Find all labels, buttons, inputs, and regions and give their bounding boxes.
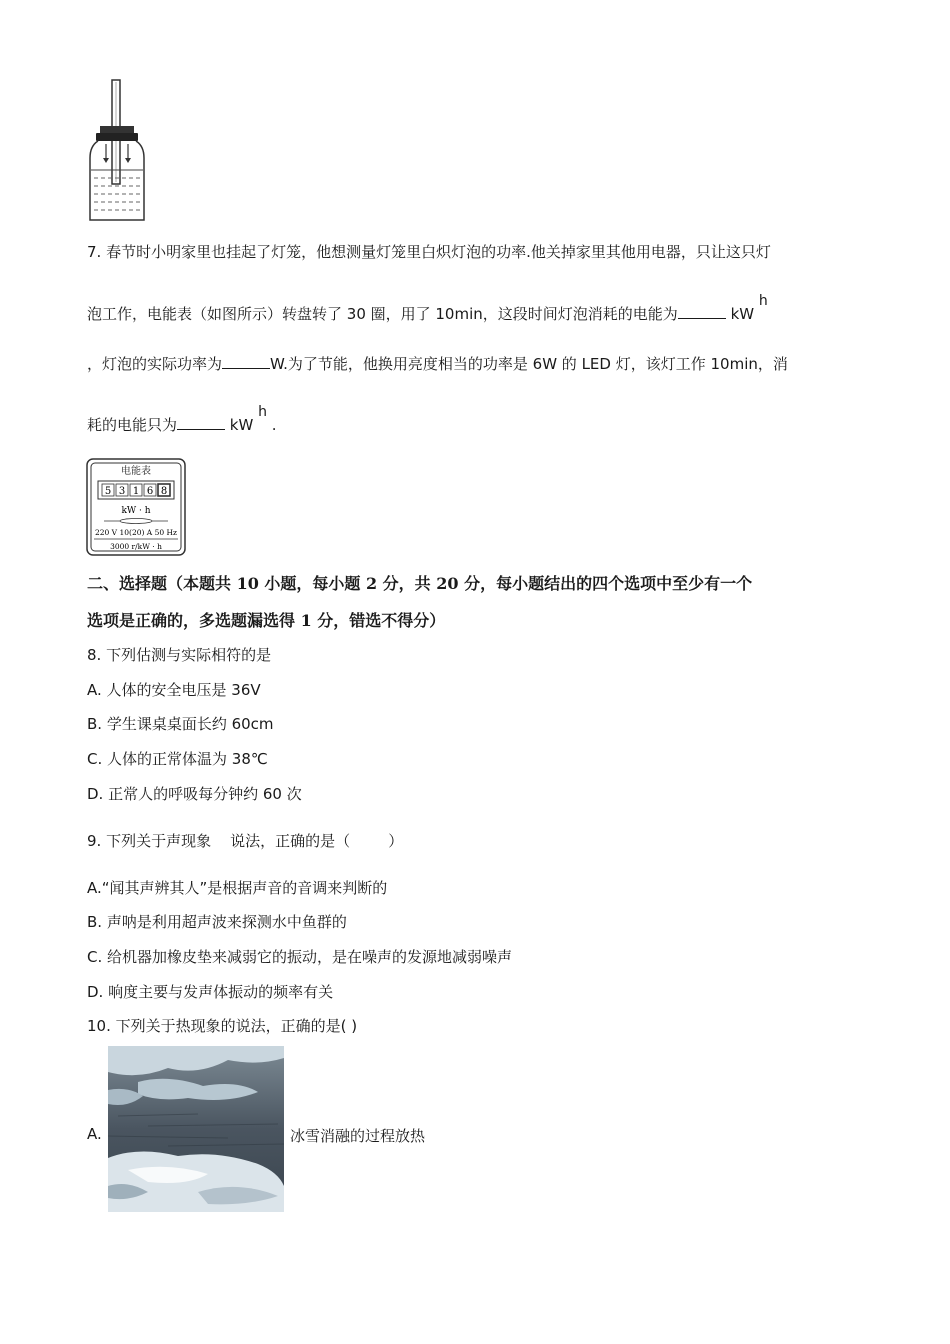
q7-line3-text-a: ，灯泡的实际功率为 — [87, 355, 223, 373]
q7-line1: 7. 春节时小明家里也挂起了灯笼，他想测量灯笼里白炽灯泡的功率.他关掉家里其他用电器，只让这只灯 — [87, 243, 771, 261]
q7-line2 — [87, 293, 768, 324]
q7-line3 — [87, 353, 788, 374]
q9-option-a: A.“闻其声辨其人”是根据声音的音调来判断的 — [87, 879, 388, 897]
q10-option-a-text: 冰雪消融的过程放热 — [290, 1127, 426, 1145]
unit-kw-2: kW — [229, 416, 254, 434]
q8-stem: 8. 下列估测与实际相符的是 — [87, 646, 272, 664]
unit-h: h — [758, 293, 768, 309]
energy-meter-figure — [86, 458, 186, 556]
q9-option-c: C. 给机器加橡皮垫来减弱它的振动，是在噪声的发源地减弱噪声 — [87, 948, 513, 966]
q8-option-d: D. 正常人的呼吸每分钟约 60 次 — [87, 785, 302, 803]
q8-option-b: B. 学生课桌桌面长约 60cm — [87, 715, 274, 733]
q9-stem: 9. 下列关于声现象 说法，正确的是（ ） — [87, 832, 404, 850]
meter-digit-3: 1 — [132, 486, 140, 497]
q7-line3-text-b: W.为了节能，他换用亮度相当的功率是 6W 的 LED 灯，该灯工作 10min，消 — [270, 355, 788, 373]
unit-h-2: h — [258, 404, 267, 420]
q7-line4-text: 耗的电能只为 — [87, 416, 178, 434]
section2-heading-line2: 选项是正确的，多选题漏选得 1 分，错选不得分） — [87, 611, 446, 630]
q9-option-b: B. 声呐是利用超声波来探测水中鱼群的 — [87, 913, 347, 931]
q10-stem: 10. 下列关于热现象的说法，正确的是( ) — [87, 1017, 358, 1035]
q8-option-c: C. 人体的正常体温为 38℃ — [87, 750, 268, 768]
q9-option-d: D. 响度主要与发声体振动的频率有关 — [87, 983, 334, 1001]
answer-blank-energy — [678, 304, 726, 319]
q7-period: . — [271, 416, 277, 434]
melting-ice-photo — [108, 1046, 284, 1212]
answer-blank-led-energy — [177, 415, 225, 430]
meter-title: 电能表 — [121, 466, 151, 477]
meter-spec: 220 V 10(20) A 50 Hz — [94, 528, 178, 537]
bottle-figure — [86, 78, 150, 224]
meter-digit-5: 8 — [160, 486, 168, 497]
meter-unit: kW · h — [121, 506, 151, 516]
unit-kw: kW — [730, 305, 755, 323]
meter-rate: 3000 r/kW · h — [110, 542, 162, 551]
q7-line2-text: 泡工作，电能表（如图所示）转盘转了 30 圈，用了 10min，这段时间灯泡消耗的电能为 — [87, 305, 678, 323]
section2-heading-line1: 二、选择题（本题共 10 小题，每小题 2 分，共 20 分，每小题结出的四个选项中至少有一个 — [87, 574, 753, 593]
q10-option-a-label: A. — [87, 1125, 102, 1143]
meter-digit-4: 6 — [146, 486, 154, 497]
meter-digit-2: 3 — [118, 486, 126, 497]
meter-digit-1: 5 — [104, 486, 112, 497]
q7-line4 — [87, 404, 277, 435]
q8-option-a: A. 人体的安全电压是 36V — [87, 681, 261, 699]
answer-blank-power — [222, 354, 270, 369]
